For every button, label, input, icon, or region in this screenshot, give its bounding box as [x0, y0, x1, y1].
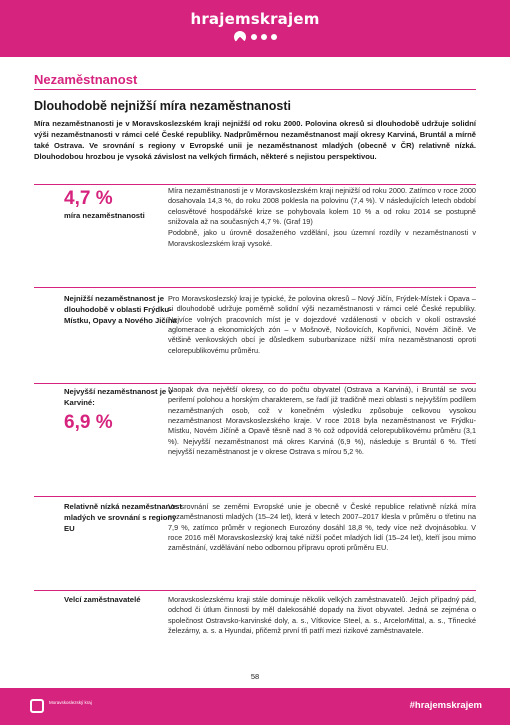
row-label: Velcí zaměstnavatelé: [64, 595, 141, 604]
row-paragraph: Naopak dva největší okresy, co do počtu obyvatel (Ostrava a Karviná), i Bruntál se svou periferní polohou a horským charakterem, se řadí již tradičně mezi oblasti s nejvyšším podílem nezaměstnaných osob, což v konečném výsledku způsobuje celkovou vysokou nezaměstnanost Moravskoslezského kraje. V roce 2018 byla nezaměstnanost ve Frýdku-Místku, Novém Jičíně a Opavě těsně nad 3 % což odpovídá celorepublikovému průměru (3,1 %). Nejvyšší nezaměstnanost má okres Karviná (6,9 %), následuje s Bruntál 6 %. Třetí nejvyšší nezaměstnanost je v okrese Ostrava s mírou 5,2 %.: [168, 385, 476, 457]
page-subtitle: Dlouhodobě nejnižší míra nezaměstnanosti: [34, 99, 291, 113]
row-label: míra nezaměstnanosti: [64, 210, 145, 220]
row-paragraph: Podobně, jako u úrovně dosaženého vzdělání, jsou územní rozdíly v nezaměstnanosti v Moravskoslezském kraji vysoké.: [168, 228, 476, 248]
row-paragraph: Pro Moravskoslezský kraj je typické, že polovina okresů – Nový Jičín, Frýdek-Místek i Opava – si dlouhodobě udržuje poměrně solidní výši nezaměstnanosti v rámci celé České republiky. Nejvíce volných pracovních míst je v dojezdové vzdálenosti v obcích v okolí ostravské aglomerace a ekonomických zón – v Mošnově, Nošovicích, Kopřivnici, Novém Jičíně. Ve většině venkovských obcí je důsledkem suburbanizace nižší míra nezaměstnanosti oproti celorepublikovému průměru.: [168, 294, 476, 355]
row-label: Relativně nízká nezaměstnanost mladých ve srovnání s regiony EU: [64, 502, 182, 533]
row-description: [168, 186, 476, 249]
row-paragraph: Moravskoslezskému kraji stále dominuje několik velkých zaměstnavatelů. Jejich případný pád, odchod či útlum činnosti by měl dalekosáhlé dopady na život obyvatel. Jedná se zejména o společnost Ostravsko-karvinské doly, a. s., Vítkovice Steel, a. s., ArcelorMittal, a. s., Třinecké železárny, a. s. a Hyundai, přičemž první tři patří mezi rizikové zaměstnavatele.: [168, 595, 476, 636]
karvina-rate-value: 6,9 %: [64, 411, 113, 433]
info-row-large-employers: [34, 590, 476, 662]
section-title: Nezaměstnanost: [34, 72, 138, 87]
info-row-youth-unemployment: [34, 496, 476, 585]
region-logo-text: Moravskoslezský kraj: [49, 700, 92, 705]
row-description: [168, 595, 476, 636]
row-paragraph: Míra nezaměstnanosti je v Moravskoslezském kraji nejnižší od roku 2000. Zatímco v roce 2000 dosahovala 14,3 %, do roku 2008 poklesla na polovinu (7,4 %). V následujících letech období celosvětové hospodářské krize se pohybovala kolem 10 % a od roku 2014 se postupně snižovala až na současných 4,7 %. (Graf 19): [168, 186, 476, 227]
row-description: [168, 294, 476, 356]
info-row-unemployment-rate: [34, 184, 476, 284]
intro-paragraph: Míra nezaměstnanosti je v Moravskoslezském kraji nejnižší od roku 2000. Polovina okresů si dlouhodobě udržuje solidní výši nezaměstnanosti v rámci celé České republiky. Nadprůměrnou nezaměstnanost mají okresy Karviná, Bruntál a mírně také Ostrava. Ve srovnání s regiony v Evropské unii je nezaměstnanost mladých (obecně v ČR) relativně nízká. Dlouhodobou hrozbou je vysoká závislost na velkých firmách, některé s nejistou perspektivou.: [34, 119, 476, 162]
section-divider: [34, 89, 476, 90]
row-label: Nejnižší nezaměstnanost je dlouhodobě v oblasti Frýdku-Místku, Opavy a Nového Jičína: [64, 294, 177, 325]
info-row-highest-unemployment: [34, 383, 476, 493]
page-number: 58: [250, 672, 260, 681]
row-description: [168, 502, 476, 554]
row-paragraph: Ve srovnání se zeměmi Evropské unie je obecně v České republice relativně nízká míra nezaměstnanosti mladých (15–24 let), která v letech 2007–2017 klesla v průměru o třetinu na 7,9 %, zatímco průměr v regionech Eurozóny dosáhl 18,8 %, tedy více než dvojnásobku. V roce 2016 měl Moravskoslezský kraj také nižší počet mladých lidí (15–24 let), kteří jsou mimo zaměstnání, vzdělávání nebo odbornou přípravu oproti průměru EU.: [168, 502, 476, 553]
row-label: Nejvyšší nezaměstnanost je v Karviné:: [64, 387, 173, 407]
brand-wordmark: hrajemskrajem: [190, 10, 320, 28]
pacman-dots-icon: [234, 31, 280, 43]
page-footer: [0, 688, 510, 725]
unemployment-rate-value: 4,7 %: [64, 188, 113, 209]
footer-hashtag: #hrajemskrajem: [409, 700, 482, 711]
page-header: [0, 0, 510, 57]
region-logo-icon: [30, 699, 44, 713]
row-description: [168, 385, 476, 458]
info-row-lowest-unemployment: [34, 287, 476, 379]
